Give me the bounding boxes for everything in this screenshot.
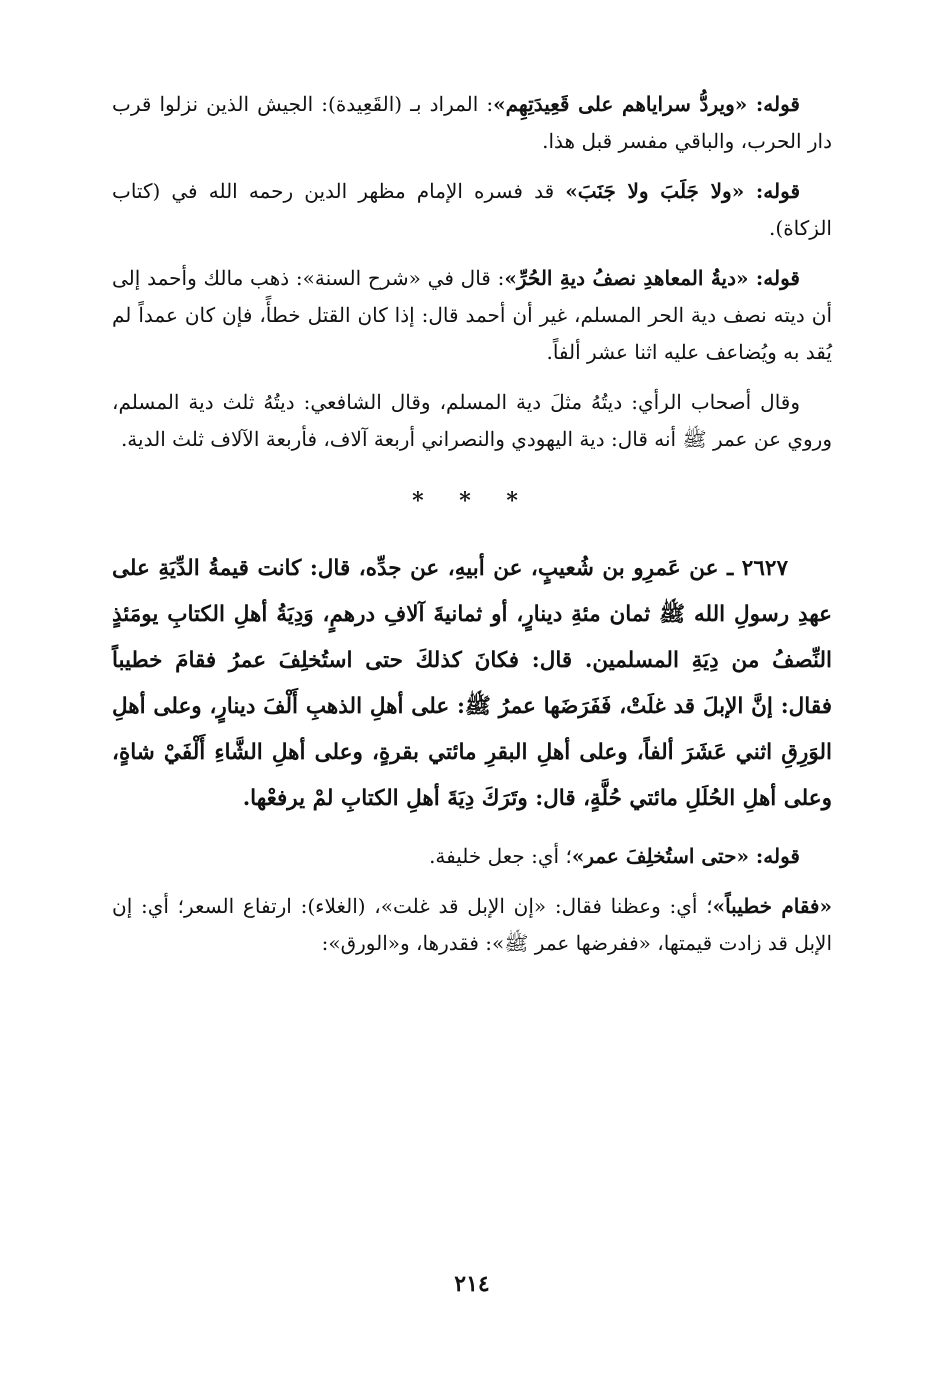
section-separator: * * * [412,488,532,514]
commentary-lead: قوله: «ديةُ المعاهدِ نصفُ ديةِ الحُرِّ» [504,266,800,290]
commentary-paragraph-2 [112,173,832,247]
commentary-text: : المراد بـ (القَعِيدة): الجيش الذين نزلوا قرب دار الحرب، والباقي مفسر قبل هذا. [112,92,832,153]
commentary-lead: قوله: «حتى استُخلِفَ عمر» [571,844,800,868]
commentary-lead: قوله: «ولا جَلَبَ ولا جَنَبَ» [565,179,801,203]
commentary-lead: قوله: «ويردُّ سراياهم على قَعِيدَتِهِم» [493,92,800,116]
commentary-lead: «فقام خطيباً» [712,894,832,918]
commentary-paragraph-1 [112,86,832,160]
commentary-paragraph-4 [112,384,832,458]
commentary-text: قد فسره الإمام مظهر الدين رحمه الله في (كتاب الزكاة). [112,179,832,240]
hadith-text: ٢٦٢٧ ـ عن عَمرِو بن شُعيبٍ، عن أبيهِ، عن جدِّه، قال: كانت قيمةُ الدِّيَةِ على عهدِ رسولِ الله ﷺ ثمان مئةِ دينارٍ، أو ثمانيةَ آلافِ درهمٍ، وَدِيَةُ أهلِ الكتابِ يومَئذٍ النِّصفُ من دِيَةِ المسلمين. قال: فكانَ كذلكَ حتى استُخلِفَ عمرُ فقامَ خطيباً فقال: إنَّ الإبلَ قد غلَتْ، فَفَرَضَها عمرُ ﷺ: على أهلِ الذهبِ أَلْفَ دينارٍ، وعلى أهلِ الوَرِقِ اثني عَشَرَ ألفاً، وعلى أهلِ البقرِ مائتي بقرةٍ، وعلى أهلِ الشَّاءِ أَلْفَيْ شاةٍ، وعلى أهلِ الحُلَلِ مائتي حُلَّةٍ، قال: وتَرَكَ دِيَةَ أهلِ الكتابِ لمْ يرفعْها. [112,556,832,811]
page-body [112,86,832,1319]
page-number: ٢١٤ [454,1271,490,1297]
commentary-text: : قال في «شرح السنة»: ذهب مالك وأحمد إلى أن ديته نصف دية الحر المسلم، غير أن أحمد قال: إذا كان القتل خطأً، فإن كان عمداً لم يُقد به ويُضاعف عليه اثنا عشر ألفاً. [112,266,832,364]
commentary-paragraph-5 [112,838,832,875]
commentary-paragraph-3 [112,260,832,371]
commentary-text: وقال أصحاب الرأي: ديتُهُ مثلَ دية المسلم، وقال الشافعي: ديتُهُ ثلث دية المسلم، وروي عن عمر ﷺ أنه قال: دية اليهودي والنصراني أربعة آلاف، فأربعة الآلاف ثلث الدية. [112,390,832,451]
commentary-paragraph-6 [112,888,832,962]
commentary-text: ؛ أي: جعل خليفة. [429,844,572,868]
commentary-text: ؛ أي: وعظنا فقال: «إن الإبل قد غلت»، (الغلاء): ارتفاع السعر؛ أي: إن الإبل قد زادت قيمتها، «ففرضها عمر ﷺ»: فقدرها، و«الورق»: [112,894,832,955]
